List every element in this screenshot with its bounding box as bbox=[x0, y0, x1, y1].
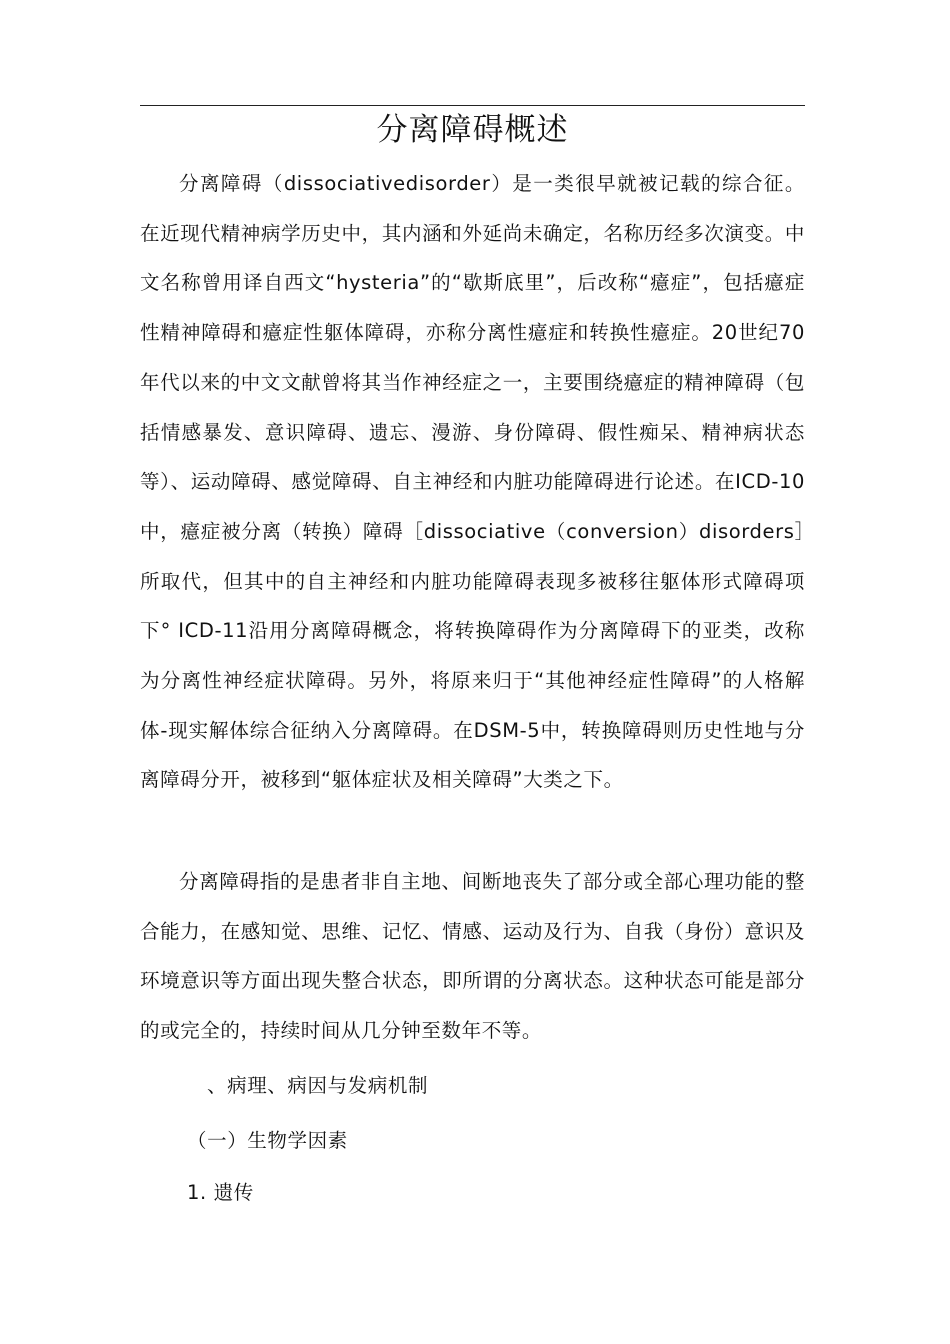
document-title: 分离障碍概述 bbox=[376, 112, 569, 148]
paragraph-intro: 分离障碍（dissociativedisorder）是一类很早就被记载的综合征。在近现代精神病学历史中，其内涵和外延尚未确定，名称历经多次演变。中文名称曾用译自西文“hysteria”的“歇斯底里”，后改称“癔症”，包括癔症性精神障碍和癔症性躯体障碍，亦称分离性癔症和转换性癔症。20世纪70年代以来的中文文献曾将其当作神经症之一，主要围绕癔症的精神障碍（包括情感暴发、意识障碍、遗忘、漫游、身份障碍、假性痴呆、精神病状态等）、运动障碍、感觉障碍、自主神经和内脏功能障碍进行论述。在ICD-10中，癔症被分离（转换）障碍［dissociative（conversion）disorders］所取代，但其中的自主神经和内脏功能障碍表现多被移往躯体形式障碍项下° ICD-11沿用分离障碍概念，将转换障碍作为分离障碍下的亚类，改称为分离性神经症状障碍。另外，将原来归于“其他神经症性障碍”的人格解体-现实解体综合征纳入分离障碍。在DSM-5中，转换障碍则历史性地与分离障碍分开，被移到“躯体症状及相关障碍”大类之下。 bbox=[140, 172, 805, 792]
paragraph-definition: 分离障碍指的是患者非自主地、间断地丧失了部分或全部心理功能的整合能力，在感知觉、思维、记忆、情感、运动及行为、自我（身份）意识及环境意识等方面出现失整合状态，即所谓的分离状态。这种状态可能是部分的或完全的，持续时间从几分钟至数年不等。 bbox=[140, 870, 805, 1043]
subsection-heading: （一）生物学因素 bbox=[187, 1129, 348, 1152]
header-rule bbox=[140, 105, 805, 106]
section-heading: 、病理、病因与发病机制 bbox=[207, 1074, 429, 1097]
item-heading: 1. 遗传 bbox=[187, 1181, 254, 1204]
